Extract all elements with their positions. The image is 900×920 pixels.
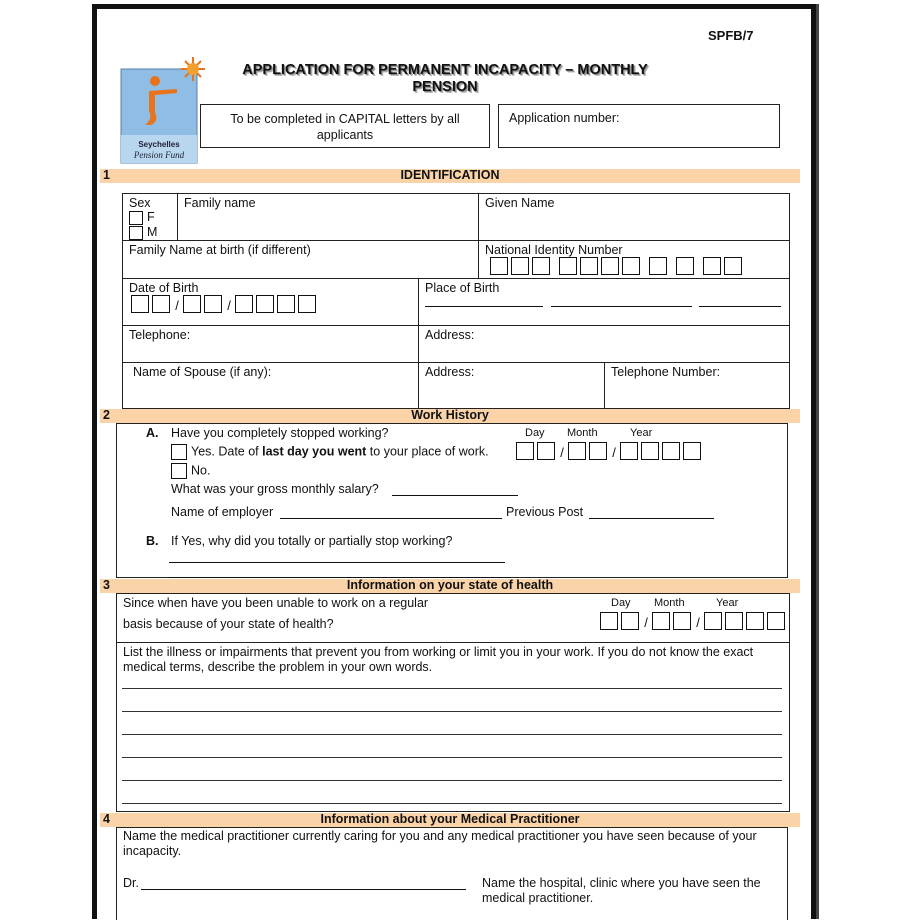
- form-code: SPFB/7: [708, 28, 754, 43]
- previous-post-line[interactable]: [589, 518, 714, 519]
- nin-digit-boxes[interactable]: [490, 257, 745, 275]
- spouse-label: Name of Spouse (if any):: [133, 365, 272, 379]
- illness-line[interactable]: [122, 803, 782, 804]
- address-label: Address:: [425, 328, 475, 342]
- since-when-digit-boxes[interactable]: / /: [600, 612, 788, 630]
- svg-text:Seychelles: Seychelles: [138, 140, 180, 149]
- illness-line[interactable]: [122, 688, 782, 689]
- sex-field: [122, 193, 178, 241]
- section-title: Information on your state of health: [346, 578, 554, 592]
- previous-post-label: Previous Post: [506, 505, 584, 519]
- form-title: APPLICATION FOR PERMANENT INCAPACITY – MONTHLY PENSION: [242, 62, 648, 95]
- pob-field[interactable]: [418, 278, 790, 326]
- section-title: Information about your Medical Practitioner: [320, 812, 580, 826]
- given-name-label: Given Name: [485, 196, 555, 210]
- yes-text-end: to your place of work.: [366, 444, 489, 459]
- sex-f-checkbox[interactable]: [129, 211, 143, 225]
- pob-line: [699, 306, 781, 307]
- pob-line: [551, 306, 692, 307]
- pob-line: [425, 306, 543, 307]
- family-name-label: Family name: [184, 196, 256, 210]
- section-title: IDENTIFICATION: [400, 168, 500, 182]
- svg-text:Pension Fund: Pension Fund: [133, 150, 185, 160]
- yes-text-bold: last day you went: [262, 444, 367, 459]
- year-label: Year: [716, 597, 739, 609]
- no-checkbox[interactable]: [171, 463, 187, 479]
- section-title: Work History: [411, 408, 489, 422]
- spouse-field[interactable]: [122, 362, 419, 409]
- doctor-name-line[interactable]: [141, 889, 466, 890]
- reason-line[interactable]: [169, 562, 505, 563]
- spouse-telephone-field[interactable]: [604, 362, 790, 409]
- family-name-field[interactable]: [177, 193, 479, 241]
- section-health-header: [100, 579, 800, 593]
- given-name-field[interactable]: [478, 193, 790, 241]
- month-label: Month: [567, 427, 598, 439]
- hospital-instructions: Name the hospital, clinic where you have seen the medical practitioner.: [482, 876, 761, 905]
- section-number: 3: [103, 578, 110, 592]
- family-name-birth-label: Family Name at birth (if different): [129, 243, 311, 257]
- application-number-field[interactable]: [498, 104, 780, 148]
- last-day-digit-boxes[interactable]: / /: [516, 442, 704, 460]
- telephone-label: Telephone:: [129, 328, 191, 342]
- illness-line[interactable]: [122, 757, 782, 758]
- spouse-telephone-label: Telephone Number:: [611, 365, 721, 379]
- pension-fund-logo: [119, 55, 199, 163]
- illness-line[interactable]: [122, 780, 782, 781]
- employer-line[interactable]: [280, 518, 502, 519]
- yes-checkbox[interactable]: [171, 444, 187, 460]
- family-name-birth-field[interactable]: [122, 240, 479, 279]
- capital-letters-note: To be completed in CAPITAL letters by all applicants: [200, 104, 490, 148]
- since-when-text-2: basis because of your state of health?: [123, 617, 334, 631]
- dob-label: Date of Birth: [129, 281, 199, 295]
- salary-label: What was your gross monthly salary?: [171, 482, 379, 496]
- sex-m-checkbox[interactable]: [129, 226, 143, 240]
- sex-m-label: M: [147, 225, 158, 239]
- sex-f-label: F: [147, 210, 155, 224]
- section-number: 4: [103, 812, 110, 826]
- day-label: Day: [611, 597, 631, 609]
- doctor-label: Dr.: [123, 876, 139, 890]
- month-label: Month: [654, 597, 685, 609]
- nin-label: National Identity Number: [485, 243, 623, 257]
- question-b-text: If Yes, why did you totally or partially stop working?: [171, 534, 453, 548]
- spouse-address-label: Address:: [425, 365, 475, 379]
- sex-label: Sex: [129, 196, 151, 210]
- address-field[interactable]: [418, 325, 790, 363]
- question-a-letter: A.: [146, 426, 159, 440]
- yes-text: Yes. Date of: [191, 444, 263, 459]
- year-label: Year: [630, 427, 653, 439]
- illness-instructions: List the illness or impairments that prevent you from working or limit you in your work. If you do not know the exact medical terms, describe the problem in your own words.: [123, 645, 754, 674]
- question-a-text: Have you completely stopped working?: [171, 426, 389, 440]
- application-number-label: Application number:: [509, 111, 620, 125]
- telephone-field[interactable]: [122, 325, 419, 363]
- section-number: 2: [103, 408, 110, 422]
- section-identification-header: [100, 169, 800, 183]
- dob-digit-boxes[interactable]: / /: [131, 295, 319, 313]
- no-option: [171, 463, 210, 479]
- no-label: No.: [191, 463, 211, 478]
- since-when-text-1: Since when have you been unable to work on a regular: [123, 596, 429, 610]
- salary-line[interactable]: [392, 495, 518, 496]
- spouse-address-field[interactable]: [418, 362, 605, 409]
- day-label: Day: [525, 427, 545, 439]
- section-work-history-header: [100, 409, 800, 423]
- section-practitioner-header: [100, 813, 800, 827]
- pob-label: Place of Birth: [425, 281, 500, 295]
- illness-line[interactable]: [122, 734, 782, 735]
- section-number: 1: [103, 168, 110, 182]
- yes-option: [171, 444, 489, 460]
- practitioner-instructions: Name the medical practitioner currently caring for you and any medical practitioner you have seen because of your incapacity.: [123, 829, 757, 858]
- question-b-letter: B.: [146, 534, 159, 548]
- employer-label: Name of employer: [171, 505, 274, 519]
- illness-line[interactable]: [122, 711, 782, 712]
